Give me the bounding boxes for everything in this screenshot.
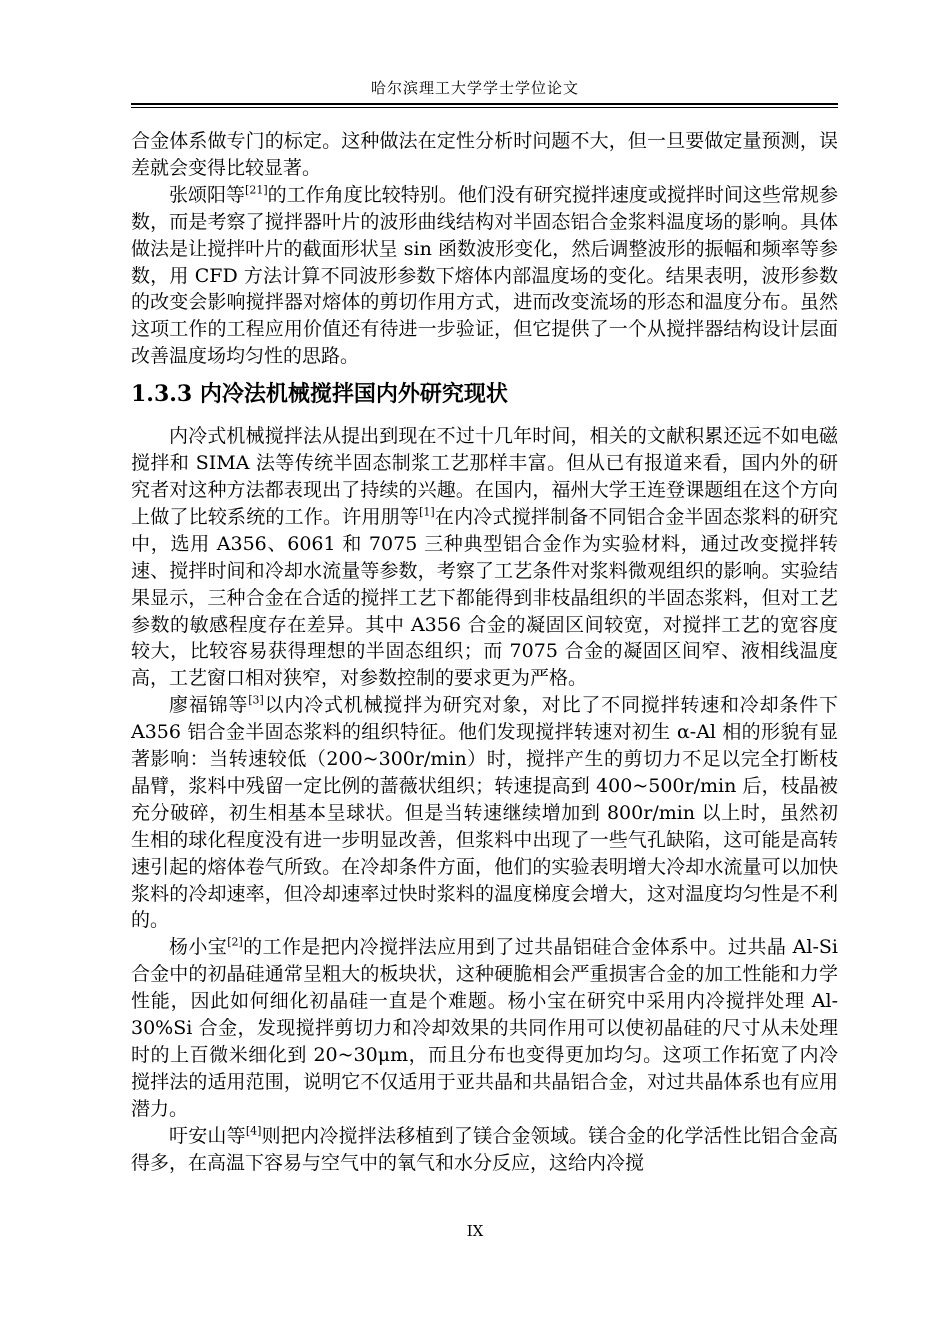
paragraph-text: 则把内冷搅拌法移植到了镁合金领域。镁合金的化学活性比铝合金高得多，在高温下容易与空气中的氧气和水分反应，这给内冷搅 <box>131 1124 838 1174</box>
paragraph-text: 在内冷式搅拌制备不同铝合金半固态浆料的研究中，选用 A356、6061 和 7075 三种典型铝合金作为实验材料，通过改变搅拌转速、搅拌时间和冷却水流量等参数，考察了工艺条件对浆料微观组织的影响。实验结果显示，三种合金在合适的搅拌工艺下都能得到非枝晶组织的半固态浆料，但对工艺参数的敏感程度存在差异。其中 A356 合金的凝固区间较宽，对搅拌工艺的宽容度较大，比较容易获得理想的半固态组织；而 7075 合金的凝固区间窄、液相线温度高，工艺窗口相对狭窄，对参数控制的要求更为严格。 <box>131 505 838 690</box>
header-rule-thin <box>131 107 838 108</box>
citation-ref: [1] <box>419 505 435 519</box>
citation-ref: [21] <box>245 183 268 197</box>
page-number: IX <box>466 1222 484 1240</box>
paragraph-continuation: 合金体系做专门的标定。这种做法在定性分析时问题不大，但一旦要做定量预测，误差就会变得比较显著。 <box>131 130 838 179</box>
paragraph-text: 的工作是把内冷搅拌法应用到了过共晶铝硅合金体系中。过共晶 Al-Si 合金中的初晶硅通常呈粗大的板块状，这种硬脆相会严重损害合金的加工性能和力学性能，因此如何细化初晶硅一直是个难题。杨小宝在研究中采用内冷搅拌处理 Al-30%Si 合金，发现搅拌剪切力和冷却效果的共同作用可以使初晶硅的尺寸从未处理时的上百微米细化到 20~30μm，而且分布也变得更加均匀。这项工作拓宽了内冷搅拌法的适用范围，说明它不仅适用于亚共晶和共晶铝合金，对过共晶体系也有应用潜力。 <box>131 936 838 1120</box>
header-rule-thick <box>131 103 838 105</box>
paragraph-yu <box>131 1123 838 1177</box>
page-body <box>131 128 838 1177</box>
paragraph-text: 的工作角度比较特别。他们没有研究搅拌速度或搅拌时间这些常规参数，而是考察了搅拌器叶片的波形曲线结构对半固态铝合金浆料温度场的影响。具体做法是让搅拌叶片的截面形状呈 sin 函数波形变化，然后调整波形的振幅和频率等参数，用 CFD 方法计算不同波形参数下熔体内部温度场的变化。结果表明，波形参数的改变会影响搅拌器对熔体的剪切作用方式，进而改变流场的形态和温度分布。虽然这项工作的工程应用价值还有待进一步验证，但它提供了一个从搅拌器结构设计层面改善温度场均匀性的思路。 <box>131 183 838 368</box>
author-name: 张颂阳等 <box>169 183 246 206</box>
paragraph-text: 内冷式机械搅拌法从提出到现在不过十几年时间，相关的文献积累还远不如电磁搅拌和 SIMA 法等传统半固态制浆工艺那样丰富。但从已有报道来看，国内外的研究者对这种方法都表现出了持续的兴趣。在国内，福州大学王连登课题组在这个方向上做了比较系统的工作。许用朋等 <box>131 425 838 528</box>
citation-ref: [2] <box>227 936 243 950</box>
citation-ref: [4] <box>245 1124 262 1138</box>
section-heading: 1.3.3 内冷法机械搅拌国内外研究现状 <box>131 381 508 408</box>
author-name: 杨小宝 <box>169 936 228 959</box>
citation-ref: [3] <box>248 693 264 707</box>
paragraph-zhang <box>131 182 838 370</box>
paragraph-yang <box>131 934 838 1122</box>
paragraph-liao <box>131 692 838 934</box>
paragraph-overview <box>131 423 838 692</box>
running-header-title: 哈尔滨理工大学学士学位论文 <box>370 79 579 97</box>
author-name: 廖福锦等 <box>169 694 249 717</box>
paragraph-text: 以内冷式机械搅拌为研究对象，对比了不同搅拌转速和冷却条件下 A356 铝合金半固态浆料的组织特征。他们发现搅拌转速对初生 α-Al 相的形貌有显著影响：当转速较低（200~300r/min）时，搅拌产生的剪切力不足以完全打断枝晶臂，浆料中残留一定比例的蔷薇状组织；转速提高到 400~500r/min 后，枝晶被充分破碎，初生相基本呈球状。但是当转速继续增加到 800r/min 以上时，虽然初生相的球化程度没有进一步明显改善，但浆料中出现了一些气孔缺陷，这可能是高转速引起的熔体卷气所致。在冷却条件方面，他们的实验表明增大冷却水流量可以加快浆料的冷却速率，但冷却速率过快时浆料的温度梯度会增大，这对温度均匀性是不利的。 <box>131 694 838 932</box>
author-name: 吁安山等 <box>169 1124 246 1147</box>
